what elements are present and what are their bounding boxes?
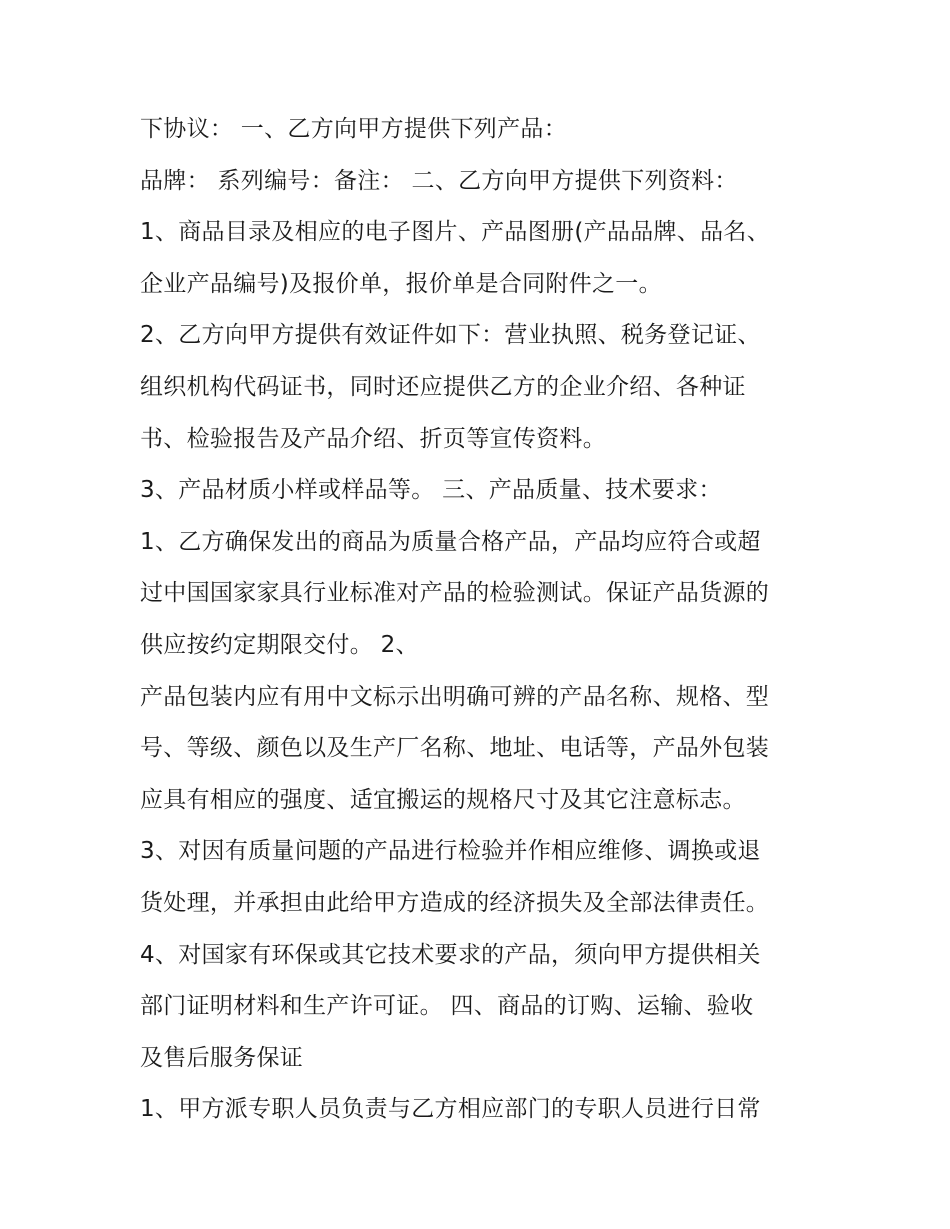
text-line: 1、乙方确保发出的商品为质量合格产品，产品均应符合或超 (140, 528, 761, 555)
text-line: 4、对国家有环保或其它技术要求的产品，须向甲方提供相关 (140, 941, 761, 968)
text-line: 书、检验报告及产品介绍、折页等宣传资料。 (140, 425, 606, 452)
text-line: 及售后服务保证 (140, 1044, 304, 1071)
text-line: 号、等级、颜色以及生产厂名称、地址、电话等，产品外包装 (140, 735, 770, 762)
text-line: 2、乙方向甲方提供有效证件如下：营业执照、税务登记证、 (140, 322, 761, 349)
text-line: 3、对因有质量问题的产品进行检验并作相应维修、调换或退 (140, 838, 761, 865)
text-line: 供应按约定期限交付。 2、 (140, 631, 419, 658)
text-line: 应具有相应的强度、适宜搬运的规格尺寸及其它注意标志。 (140, 786, 746, 813)
document-body (140, 104, 820, 1136)
text-line: 部门证明材料和生产许可证。 四、商品的订购、运输、验收 (140, 993, 754, 1020)
text-line: 1、商品目录及相应的电子图片、产品图册(产品品牌、品名、 (140, 219, 771, 246)
text-line: 货处理，并承担由此给甲方造成的经济损失及全部法律责任。 (140, 889, 770, 916)
text-line: 组织机构代码证书，同时还应提供乙方的企业介绍、各种证 (140, 373, 746, 400)
text-line: 下协议： 一、乙方向甲方提供下列产品： (140, 116, 568, 142)
text-line: 1、甲方派专职人员负责与乙方相应部门的专职人员进行日常 (140, 1096, 761, 1123)
text-line: 品牌： 系列编号：备注： 二、乙方向甲方提供下列资料： (140, 167, 738, 194)
text-line: 产品包装内应有用中文标示出明确可辨的产品名称、规格、型 (140, 683, 770, 710)
text-line: 企业产品编号)及报价单，报价单是合同附件之一。 (140, 270, 662, 297)
text-line: 3、产品材质小样或样品等。 三、产品质量、技术要求： (140, 477, 722, 504)
text-line: 过中国国家家具行业标准对产品的检验测试。保证产品货源的 (140, 580, 770, 607)
